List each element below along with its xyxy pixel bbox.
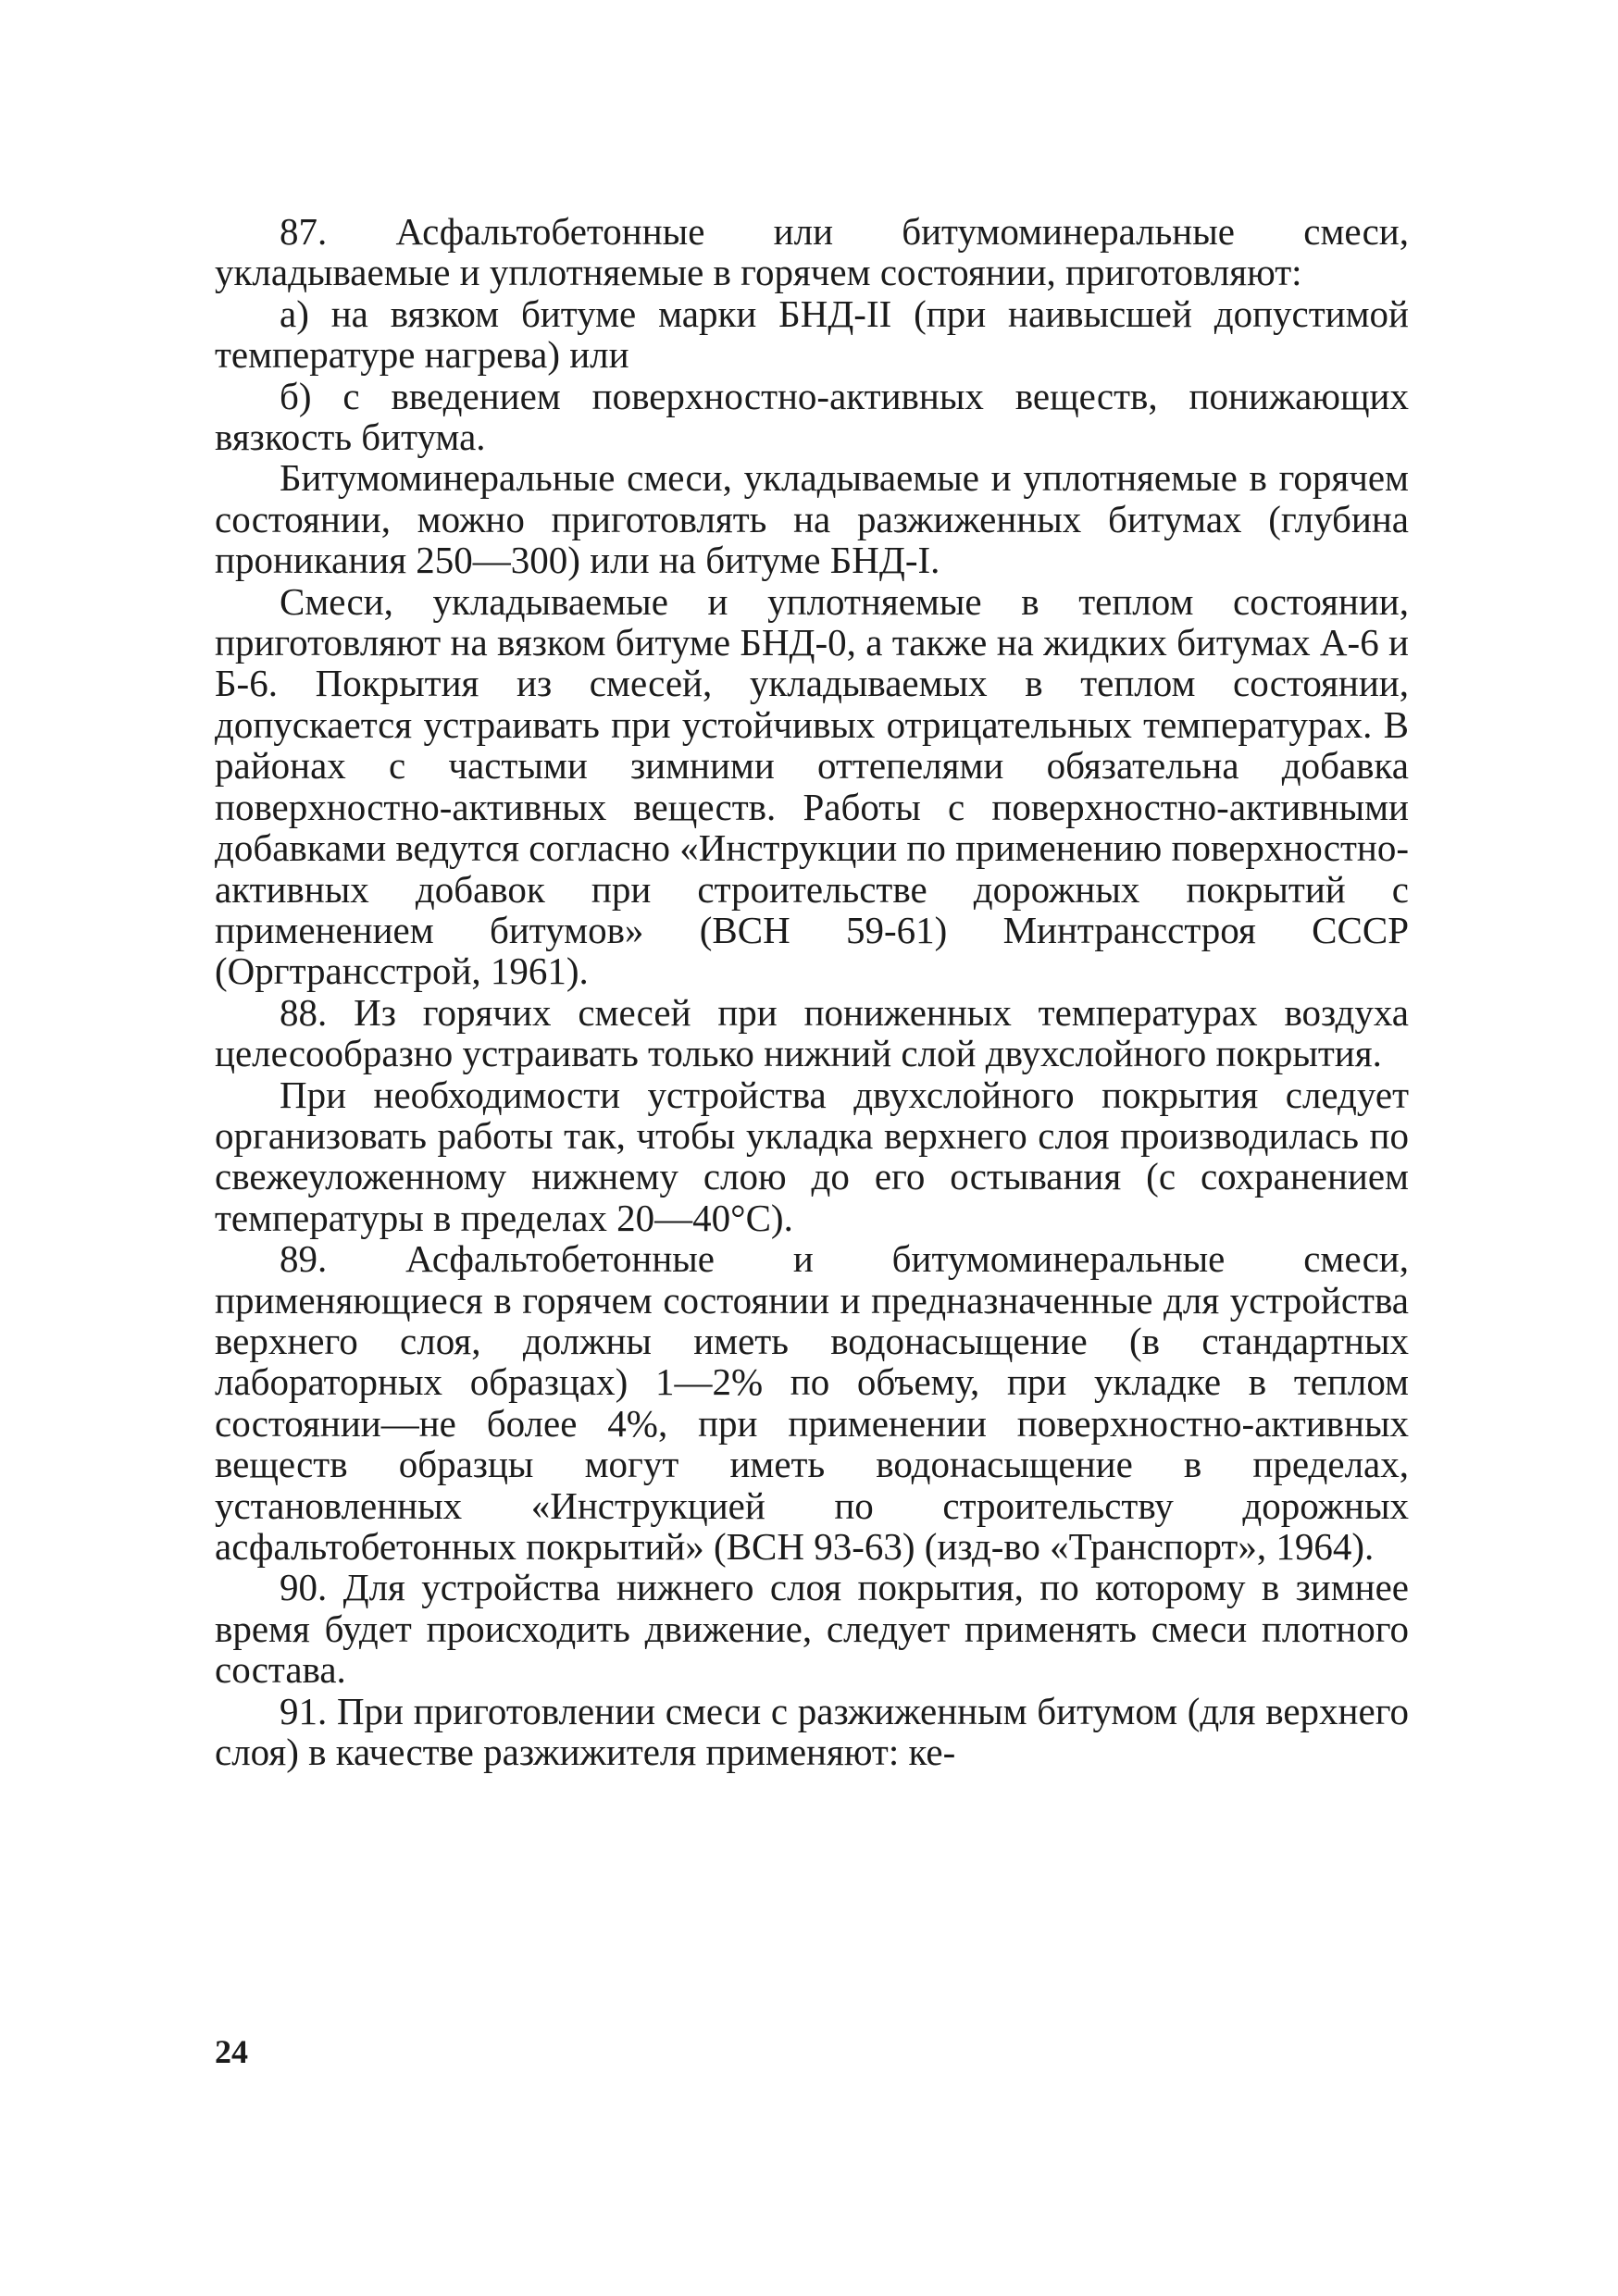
- paragraph-87-a: а) на вязком битуме марки БНД-II (при наивысшей допустимой температуре нагрева) или: [215, 292, 1409, 377]
- body-text: [215, 211, 1409, 1772]
- paragraph-liquefied-bitumen: Битумоминеральные смеси, укладываемые и уплотняемые в горячем состоянии, можно приготовлять на разжиженных битумах (глубина проникания 250—300) или на битуме БНД-I.: [215, 456, 1409, 582]
- paragraph-90: 90. Для устройства нижнего слоя покрытия, по которому в зимнее время будет происходить движение, следует применять смеси плотного состава.: [215, 1566, 1409, 1692]
- paragraph-88: 88. Из горячих смесей при пониженных температурах воздуха целесообразно устраивать только нижний слой двухслойного покрытия.: [215, 990, 1409, 1075]
- paragraph-89: 89. Асфальтобетонные и битумоминеральные смеси, применяющиеся в горячем состоянии и предназначенные для устройства верхнего слоя, должны иметь водонасыщение (в стандартных лабораторных образцах) 1—2% по объему, при укладке в теплом состоянии—не более 4%, при применении поверхностно-активных веществ образцы могут иметь водонасыщение в пределах, установленных «Инструкцией по строительству дорожных асфальтобетонных покрытий» (ВСН 93-63) (изд-во «Транспорт», 1964).: [215, 1237, 1409, 1568]
- paragraph-two-layer: При необходимости устройства двухслойного покрытия следует организовать работы так, чтобы укладка верхнего слоя производилась по свежеуложенному нижнему слою до его остывания (с сохранением температуры в пределах 20—40°С).: [215, 1073, 1409, 1239]
- paragraph-warm-mixes: Смеси, укладываемые и уплотняемые в теплом состоянии, приготовляют на вязком битуме БНД-0, а также на жидких битумах А-6 и Б-6. Покрытия из смесей, укладываемых в теплом состоянии, допускается устраивать при устойчивых отрицательных температурах. В районах с частыми зимними оттепелями обязательна добавка поверхностно-активных веществ. Работы с поверхностно-активными добавками ведутся согласно «Инструкции по применению поверхностно-активных добавок при строительстве дорожных покрытий с применением битумов» (ВСН 59-61) Минтрансстроя СССР (Оргтрансстрой, 1961).: [215, 579, 1409, 993]
- page-number: 24: [215, 2033, 248, 2070]
- paragraph-87-b: б) с введением поверхностно-активных веществ, понижающих вязкость битума.: [215, 374, 1409, 459]
- paragraph-91: 91. При приготовлении смеси с разжиженным битумом (для верхнего слоя) в качестве разжижителя применяют: ке-: [215, 1689, 1409, 1774]
- paragraph-87: 87. Асфальтобетонные или битумоминеральные смеси, укладываемые и уплотняемые в горячем состоянии, приготовляют:: [215, 210, 1409, 294]
